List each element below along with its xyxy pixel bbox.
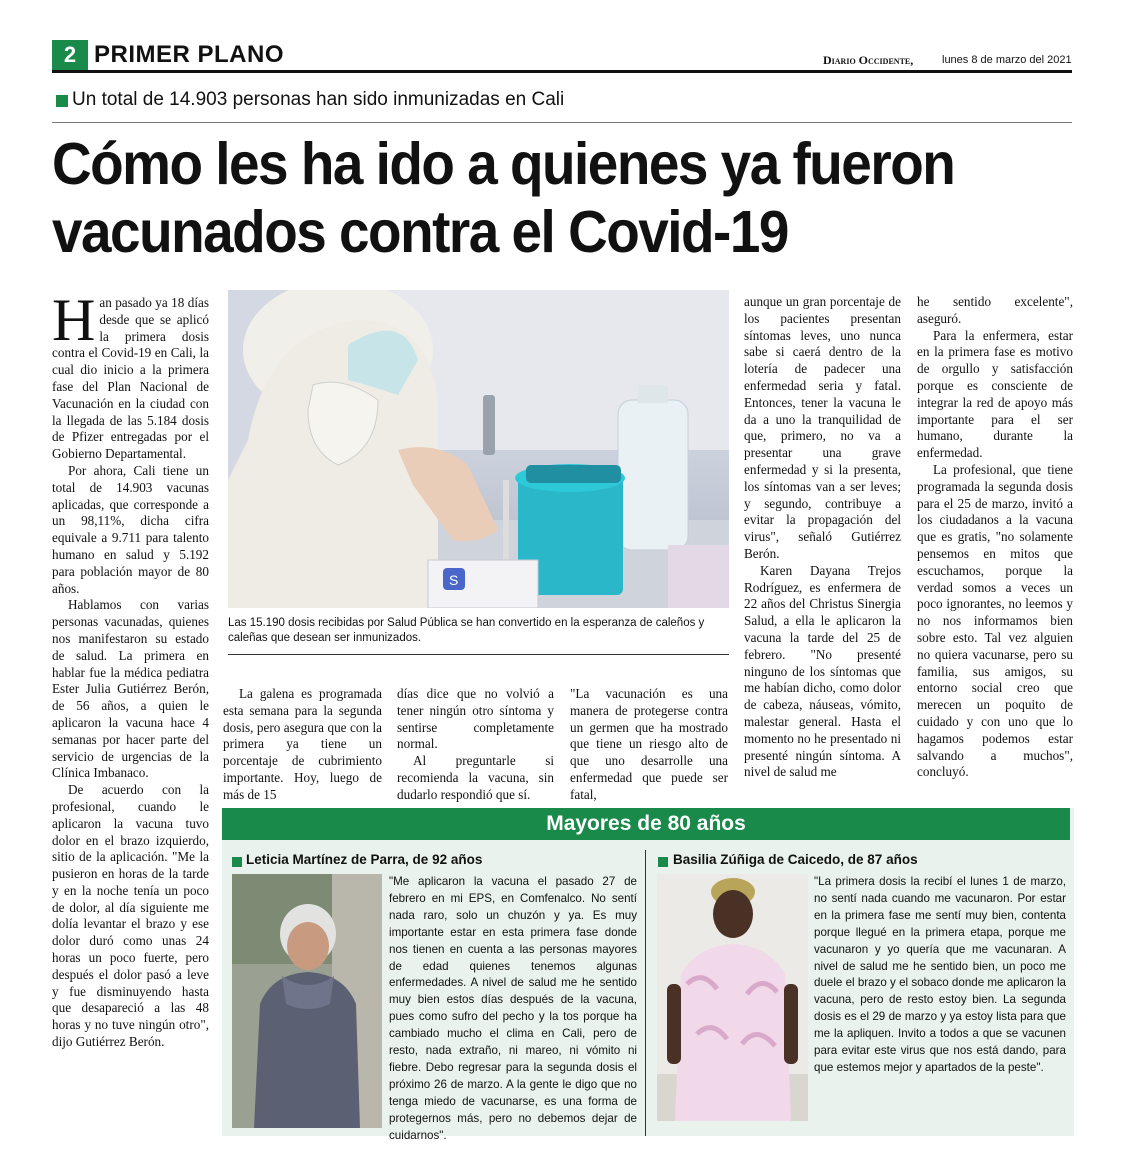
kicker: Un total de 14.903 personas han sido inmunizadas en Cali — [72, 89, 565, 110]
kicker-rule — [52, 122, 1072, 123]
headline-line-1: Cómo les ha ido a quienes ya fueron — [52, 131, 955, 197]
column-6 — [917, 294, 1073, 781]
column-5 — [744, 294, 901, 781]
headline-line-2: vacunados contra el Covid-19 — [52, 199, 788, 265]
col3-p2: Al preguntarle si recomienda la vacuna, sin dudarlo respondió que sí. — [397, 753, 554, 802]
photo-caption — [228, 616, 728, 646]
box-letter: S — [449, 572, 459, 588]
caption-rest: recibidas por Salud Pública se han convertido en la esperanza de caleños y caleñas que desean ser inmunizados. — [228, 617, 705, 644]
page-number: 2 — [63, 42, 77, 67]
dropcap: H — [52, 287, 96, 353]
senior-woman-2-illustration — [657, 874, 808, 1121]
vaccination-illustration — [228, 290, 729, 608]
column-4 — [570, 686, 728, 804]
caption-rule — [228, 654, 729, 655]
col5-p1: aunque un gran porcentaje de los pacientes presentan síntomas leves, uno nunca sabe si caerá dentro de la lotería de padecer una enfermedad seria y fatal. Entonces, tener la vacuna le da a uno la tranquilidad de que, primero, no va a presentar una grave enfermedad y si la presenta, los síntomas van a ser leves; y segundo, contribuye a evitar la propagación del virus", señaló Gutiérrez Berón. — [744, 294, 901, 561]
column-3 — [397, 686, 554, 804]
header-rule — [52, 70, 1072, 73]
senior-woman-illustration — [232, 874, 382, 1128]
seniors-box-title: Mayores de 80 años — [222, 808, 1070, 840]
right-senior-photo — [657, 874, 808, 1121]
column-1 — [52, 287, 209, 1051]
left-senior-text: "Me aplicaron la vacuna el pasado 27 de febrero en mi EPS, en Comfenalco. No sentí nada raro, solo un chuzón y ya. Es muy importante estar en esta primera fase donde nos tienen en cuenta a las personas mayores de edad quienes tenemos algunas enfermedades. A nivel de salud me he sentido muy bien estos días después de la vacuna, pues como sufro del pecho y la tos porque ha cambiado mucho el clima en Cali, pero de resto, nada extraño, ni mareo, ni vómito ni fiebre. Debo regresar para la segunda dosis el próximo 26 de marzo. A la gente le digo que no tenga miedo de vacunarse, es una forma de protegernos más, pero no debemos dejar de cuidarnos". — [389, 875, 637, 1142]
kicker-square — [56, 95, 68, 107]
col1-p2: Por ahora, Cali tiene un total de 14.903 vacunas aplicadas, que corresponde a un 98,11%, dicha cifra equivale a 9.711 para talento humano en salud y 5.192 para población mayor de 80 años. — [52, 462, 209, 596]
col1-p4: De acuerdo con la profesional, cuando le aplicaron la vacuna tuvo dolor en el brazo izquierdo, sitio de la aplicación. "Me la pusieron en horas de la tarde y en la noche tenía un poco de dolor, al día siguiente me dolía levantar el brazo y ese dolor duró como unas 24 horas un poco fuerte, pero después el dolor pasó a leve y fue disminuyendo hasta que desapareció a las 48 horas y no tuve ningún otro", dijo Gutiérrez Berón. — [52, 782, 209, 1050]
main-photo — [228, 290, 729, 608]
right-senior-text: "La primera dosis la recibí el lunes 1 de marzo, no sentí nada cuando me vacunaron. Por estar en la primera fase me sentí muy bien, contenta porque llegué en la primera etapa, porque me vacunaron y yo quería que me vacunaran. A nivel de salud me he sentido bien, un poco me duele el brazo y el sobaco donde me aplicaron la vacuna, pero de resto estoy bien. La segunda dosis es el 29 de marzo y ya estoy lista para que me la apliquen. Invito a todos a que se vacunen para evitar este virus que nos está dando, para que estemos mejor y apartados de la peste". — [814, 875, 1067, 1074]
seniors-box-divider — [645, 850, 646, 1136]
right-senior-name: Basilia Zúñiga de Caicedo, de 87 años — [673, 852, 918, 867]
left-name-square — [232, 857, 242, 867]
col5-p2: Karen Dayana Trejos Rodríguez, es enfermera de 22 años del Christus Sinergia Salud, a ella le aplicaron la vacuna la tarde del 25 de febrero. "No presenté ninguno de los síntomas que me habían dicho, como dolor de cabeza, náuseas, vómito, malestar general. Hasta el momento no he presentado ni presenté ningún síntoma. A nivel de salud me — [744, 562, 901, 780]
column-2 — [223, 686, 382, 804]
col6-p3: La profesional, que tiene programada la segunda dosis para el 25 de marzo, invitó a los ciudadanos a la vacuna que es gratis, "no solamente pensemos en mitos que escuchamos, porque la verdad somos a veces un poco ignorantes, no leemos y no nos informamos bien sobre esto. Tal vez alguien no quiera vacunarse, pero su familia, sus amigos, su entorno social creo que merecen un poquito de cuidado y con uno que lo hagamos podemos estar salvando a muchos", concluyó. — [917, 461, 1073, 780]
col1-p3: Hablamos con varias personas vacunadas, quienes nos manifestaron su estado de salud. La primera en hablar fue la médica pediatra Ester Julia Gutiérrez Berón, de 56 años, a quien le aplicaron la vacuna hace 4 semanas por hacer parte del servicio de urgencias de la Clínica Imbanaco. — [52, 597, 209, 781]
right-name-square — [658, 857, 668, 867]
col6-p1: he sentido excelente", aseguró. — [917, 294, 1073, 326]
headline — [52, 130, 1010, 266]
col4-p1: "La vacunación es una manera de protegerse contra un germen que ha mostrado que tiene un riesgo alto de que uno desarrolle una enfermedad que puede ser fatal, — [570, 686, 728, 802]
col1-p1: an pasado ya 18 días desde que se aplicó la primera dosis contra el Covid-19 en Cali, la cual dio inicio a la primera fase del Plan Nacional de Vacunación en la ciudad con la llegada de las 5.184 dosis de Pfizer entregadas por el Gobierno Departamental. — [52, 295, 209, 462]
col2-p1: La galena es programada esta semana para la segunda dosis, pero asegura que con la primera ya tiene un porcentaje de cubrimiento importante. Hoy, luego de más de 15 — [223, 686, 382, 802]
section-title: PRIMER PLANO — [94, 41, 285, 68]
left-senior-photo — [232, 874, 382, 1128]
paper-name: Diario Occidente, — [823, 53, 914, 67]
issue-date: lunes 8 de marzo del 2021 — [942, 54, 1072, 66]
col3-p1: días dice que no volvió a tener ningún otro síntoma y sentirse completamente normal. — [397, 686, 554, 752]
left-senior-name: Leticia Martínez de Parra, de 92 años — [246, 852, 483, 867]
caption-lead: Las 15.190 dosis — [228, 617, 315, 629]
col6-p2: Para la enfermera, estar en la primera fase es motivo de orgullo y satisfacción porque es consciente de integrar la red de apoyo más importante para el ser humano, durante la enfermedad. — [917, 327, 1073, 461]
